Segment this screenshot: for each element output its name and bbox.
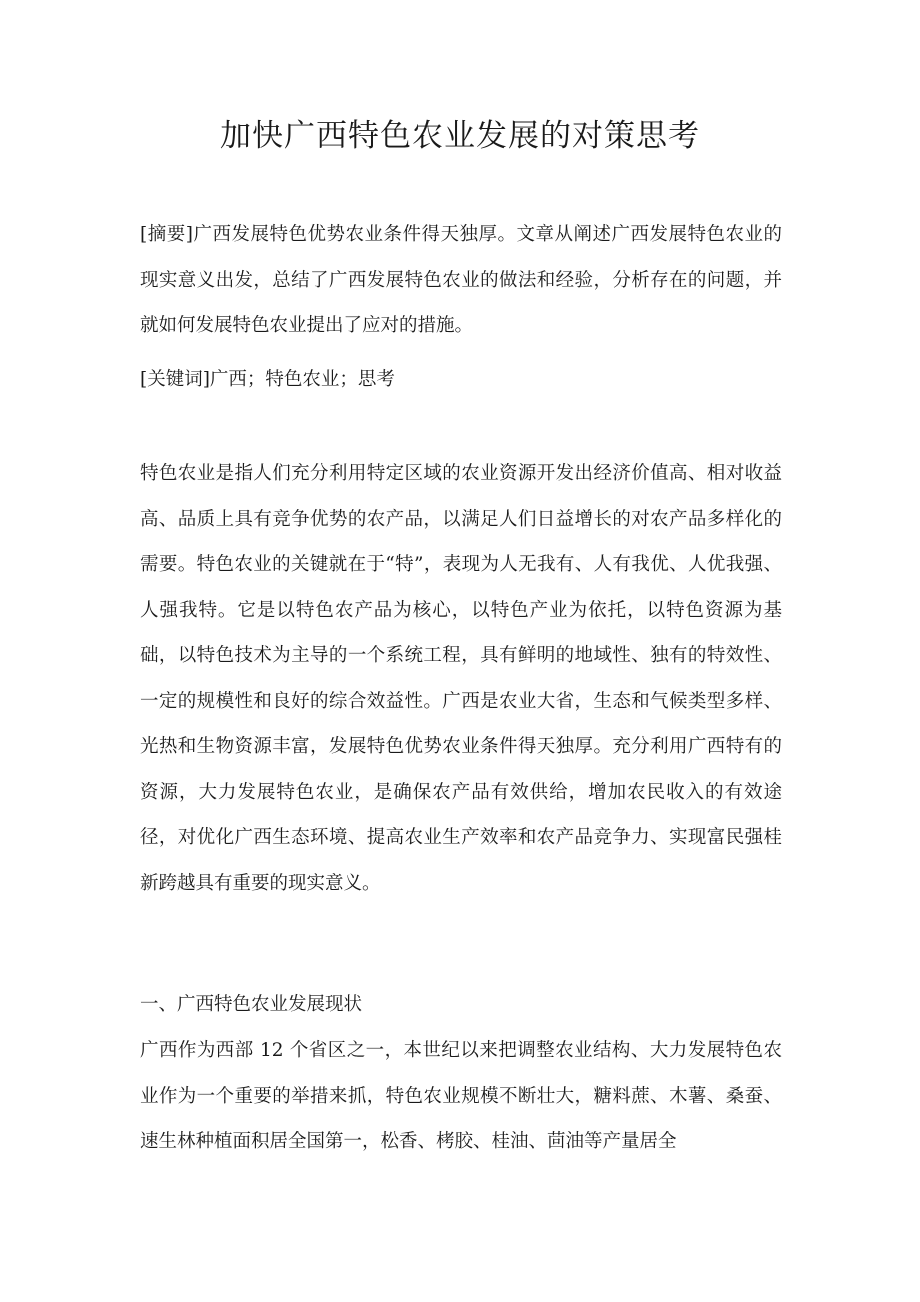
keywords-line: [关键词]广西；特色农业；思考 — [140, 369, 395, 390]
intro-paragraph: 特色农业是指人们充分利用特定区域的农业资源开发出经济价值高、相对收益高、品质上具有竞争优势的农产品，以满足人们日益增长的对农产品多样化的需要。特色农业的关键就在于“特”，表现为人无我有、人有我优、人优我强、人强我特。它是以特色农产品为核心，以特色产业为依托，以特色资源为基础，以特色技术为主导的一个系统工程，具有鲜明的地域性、独有的特效性、一定的规模性和良好的综合效益性。广西是农业大省，生态和气候类型多样、光热和生物资源丰富，发展特色优势农业条件得天独厚。充分利用广西特有的资源，大力发展特色农业，是确保农产品有效供给，增加农民收入的有效途径，对优化广西生态环境、提高农业生产效率和农产品竞争力、实现富民强桂新跨越具有重要的现实意义。 — [140, 463, 782, 894]
section-heading: 一、广西特色农业发展现状 — [140, 994, 363, 1015]
section-body-paragraph: 广西作为西部 12 个省区之一，本世纪以来把调整农业结构、大力发展特色农业作为一个重要的举措来抓，特色农业规模不断壮大，糖料蔗、木薯、桑蚕、速生林种植面积居全国第一，松香、栲胶、桂油、茴油等产量居全 — [140, 1040, 782, 1152]
document-title: 加快广西特色农业发展的对策思考 — [220, 118, 700, 154]
abstract-paragraph: [摘要]广西发展特色优势农业条件得天独厚。文章从阐述广西发展特色农业的现实意义出发，总结了广西发展特色农业的做法和经验，分析存在的问题，并就如何发展特色农业提出了应对的措施。 — [140, 224, 782, 336]
